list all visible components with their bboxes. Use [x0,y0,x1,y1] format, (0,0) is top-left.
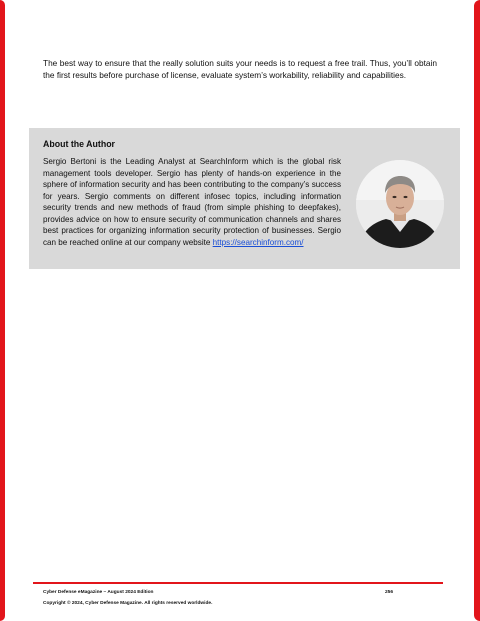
footer-divider [33,582,443,584]
about-author-heading: About the Author [43,139,115,149]
intro-paragraph: The best way to ensure that the really solution suits your needs is to request a free trail. Thus, you’ll obtain the first results before purchase of license, evaluate system’s workability, reliability and capabilities. [43,58,437,81]
left-red-border [0,0,5,621]
author-bio-text: Sergio Bertoni is the Leading Analyst at SearchInform which is the global risk management tools developer. Sergio has plenty of hands-on experience in the sphere of information security and has been contributing to the company’s success for years. Sergio comments on different infosec topics, including information security trends and new methods of fraud (from simple phishing to deepfakes), provides advice on how to ensure security of communication channels and shares best practices for organizing information security protection of businesses. Sergio can be reached online at our company website [43,157,341,247]
author-avatar [356,160,444,248]
footer-copyright: Copyright © 2024, Cyber Defense Magazine. All rights reserved worldwide. [43,601,213,606]
footer-edition: Cyber Defense eMagazine – August 2024 Edition [43,590,154,595]
footer-page-number: 256 [385,590,394,595]
author-website-link[interactable]: https://searchinform.com/ [212,237,304,247]
about-author-box [29,128,460,269]
right-red-border [474,0,480,621]
author-bio [43,156,341,248]
author-portrait-image [356,160,444,248]
